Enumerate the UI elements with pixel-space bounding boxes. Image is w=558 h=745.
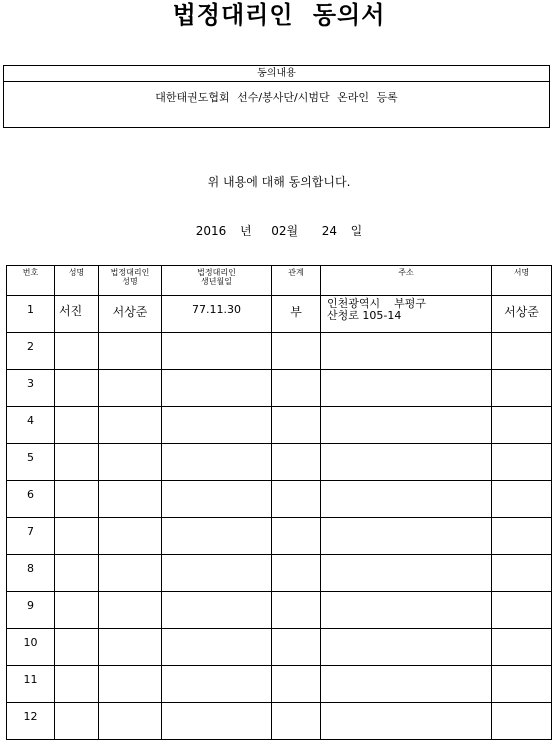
cell-no[interactable]: 12 [7, 703, 55, 740]
cell-no[interactable]: 3 [7, 370, 55, 407]
table-row [7, 407, 552, 444]
cell-no[interactable]: 5 [7, 444, 55, 481]
cell-name[interactable] [55, 518, 99, 555]
address-line-1: 인천광역시 부평구 [327, 297, 426, 310]
cell-signature[interactable] [492, 555, 552, 592]
header-guardian-birth: 법정대리인 생년월일 [162, 266, 272, 296]
cell-guardian-name[interactable] [99, 592, 162, 629]
cell-relation[interactable]: 부 [272, 296, 321, 333]
header-signature: 서명 [492, 266, 552, 296]
consent-body: 대한태권도협회 선수/봉사단/시범단 온라인 등록 [155, 91, 398, 104]
cell-no[interactable]: 9 [7, 592, 55, 629]
cell-no[interactable]: 11 [7, 666, 55, 703]
cell-address[interactable] [321, 555, 492, 592]
cell-guardian-birth[interactable] [162, 555, 272, 592]
cell-guardian-birth[interactable] [162, 592, 272, 629]
cell-name[interactable] [55, 666, 99, 703]
cell-address[interactable] [321, 518, 492, 555]
cell-relation[interactable] [272, 481, 321, 518]
table-row [7, 333, 552, 370]
cell-guardian-birth[interactable] [162, 333, 272, 370]
cell-relation[interactable] [272, 555, 321, 592]
cell-signature[interactable] [492, 333, 552, 370]
cell-no[interactable]: 1 [7, 296, 55, 333]
cell-address[interactable] [321, 481, 492, 518]
header-name: 성명 [55, 266, 99, 296]
cell-name[interactable] [55, 592, 99, 629]
cell-signature[interactable] [492, 370, 552, 407]
date-year: 2016 [195, 224, 227, 238]
cell-signature[interactable]: 서상준 [492, 296, 552, 333]
cell-address[interactable] [321, 592, 492, 629]
cell-name[interactable] [55, 703, 99, 740]
cell-address[interactable] [321, 370, 492, 407]
cell-name[interactable] [55, 444, 99, 481]
cell-guardian-birth[interactable] [162, 629, 272, 666]
cell-no[interactable]: 2 [7, 333, 55, 370]
cell-guardian-name[interactable] [99, 555, 162, 592]
cell-guardian-birth[interactable] [162, 481, 272, 518]
cell-guardian-name[interactable] [99, 444, 162, 481]
cell-signature[interactable] [492, 592, 552, 629]
address-line-2: 산청로 105-14 [327, 309, 402, 322]
cell-relation[interactable] [272, 370, 321, 407]
cell-guardian-name[interactable] [99, 629, 162, 666]
cell-signature[interactable] [492, 444, 552, 481]
date-month: 02월 [271, 224, 299, 238]
cell-no[interactable]: 7 [7, 518, 55, 555]
cell-name[interactable] [55, 555, 99, 592]
date-year-unit: 년 [239, 224, 252, 238]
cell-name[interactable] [55, 370, 99, 407]
cell-guardian-name[interactable] [99, 666, 162, 703]
cell-relation[interactable] [272, 444, 321, 481]
table-row [7, 703, 552, 740]
header-relation: 관계 [272, 266, 321, 296]
date-line [0, 223, 558, 239]
header-guardian-name: 법정대리인 성명 [99, 266, 162, 296]
table-row [7, 481, 552, 518]
cell-guardian-name[interactable] [99, 407, 162, 444]
table-row [7, 629, 552, 666]
cell-guardian-name[interactable]: 서상준 [99, 296, 162, 333]
cell-no[interactable]: 10 [7, 629, 55, 666]
cell-address[interactable] [321, 703, 492, 740]
document-title: 법정대리인 동의서 [172, 1, 386, 29]
date-day-unit: 일 [350, 224, 363, 238]
table-row [7, 555, 552, 592]
cell-address[interactable] [321, 296, 492, 333]
cell-guardian-birth[interactable] [162, 407, 272, 444]
cell-name[interactable]: 서진 [55, 296, 99, 333]
cell-no[interactable]: 6 [7, 481, 55, 518]
cell-guardian-name[interactable] [99, 481, 162, 518]
cell-guardian-birth[interactable] [162, 370, 272, 407]
cell-relation[interactable] [272, 407, 321, 444]
cell-relation[interactable] [272, 703, 321, 740]
cell-signature[interactable] [492, 481, 552, 518]
table-row [7, 666, 552, 703]
cell-relation[interactable] [272, 629, 321, 666]
cell-no[interactable]: 4 [7, 407, 55, 444]
header-no: 번호 [7, 266, 55, 296]
cell-guardian-name[interactable] [99, 518, 162, 555]
table-row [7, 370, 552, 407]
cell-guardian-name[interactable] [99, 370, 162, 407]
consent-header: 동의내용 [4, 66, 549, 82]
cell-relation[interactable] [272, 592, 321, 629]
cell-guardian-birth[interactable] [162, 444, 272, 481]
cell-name[interactable] [55, 481, 99, 518]
cell-signature[interactable] [492, 666, 552, 703]
cell-address[interactable] [321, 333, 492, 370]
cell-guardian-birth[interactable] [162, 703, 272, 740]
cell-signature[interactable] [492, 518, 552, 555]
cell-guardian-birth[interactable] [162, 666, 272, 703]
cell-guardian-birth[interactable]: 77.11.30 [162, 296, 272, 333]
header-address: 주소 [321, 266, 492, 296]
cell-signature[interactable] [492, 407, 552, 444]
table-row [7, 296, 552, 333]
consent-box [3, 65, 550, 128]
table-row [7, 518, 552, 555]
table-row [7, 592, 552, 629]
cell-name[interactable] [55, 629, 99, 666]
cell-guardian-name[interactable] [99, 703, 162, 740]
cell-relation[interactable] [272, 333, 321, 370]
cell-signature[interactable] [492, 703, 552, 740]
cell-address[interactable] [321, 444, 492, 481]
cell-name[interactable] [55, 333, 99, 370]
cell-relation[interactable] [272, 666, 321, 703]
cell-no[interactable]: 8 [7, 555, 55, 592]
agree-statement: 위 내용에 대해 동의합니다. [207, 175, 351, 189]
cell-guardian-name[interactable] [99, 333, 162, 370]
cell-signature[interactable] [492, 629, 552, 666]
cell-name[interactable] [55, 407, 99, 444]
date-day: 24 [321, 224, 337, 238]
guardian-table [6, 265, 552, 740]
table-header-row [7, 266, 552, 296]
cell-guardian-birth[interactable] [162, 518, 272, 555]
cell-relation[interactable] [272, 518, 321, 555]
table-row [7, 444, 552, 481]
cell-address[interactable] [321, 666, 492, 703]
cell-address[interactable] [321, 407, 492, 444]
cell-address[interactable] [321, 629, 492, 666]
